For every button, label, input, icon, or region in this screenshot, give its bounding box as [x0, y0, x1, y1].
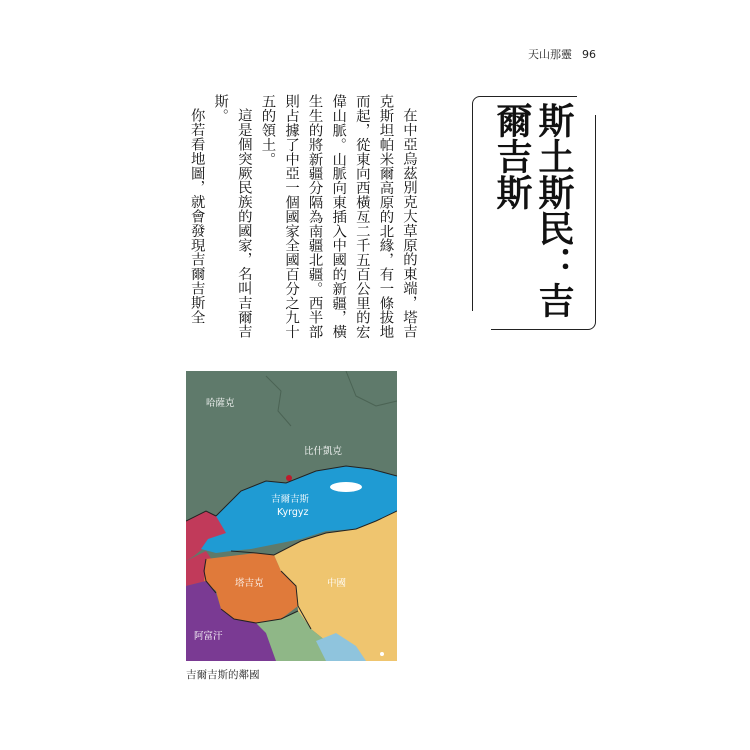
book-title: 天山那靈 — [528, 48, 572, 61]
label-kyrgyz-zh: 吉爾吉斯 — [271, 494, 310, 505]
map-caption: 吉爾吉斯的鄰國 — [186, 669, 260, 681]
map-figure — [186, 371, 397, 661]
running-header — [528, 46, 596, 62]
label-bishkek: 比什凱克 — [304, 446, 343, 457]
label-kyrgyz-en: Kyrgyz — [277, 507, 309, 518]
paragraph-3: 你若看地圖，就會發現吉爾吉斯全 — [188, 108, 205, 325]
paragraph-1: 在中亞烏茲別克大草原的東端，塔吉克斯坦帕米爾高原的北緣，有一條拔地而起，從東向西橫亙二千五百公里的宏偉山脈。山脈向東插入中國的新疆，橫生生的將新疆分隔為南疆北疆。西半部則占據了中亞一個國家全國百分之九十五的領土。 — [259, 94, 417, 339]
paragraph-2: 這是個突厥民族的國家，名叫吉爾吉斯。 — [212, 94, 252, 339]
label-tajikistan: 塔吉克 — [235, 578, 264, 589]
label-afghanistan: 阿富汗 — [194, 631, 223, 642]
body-text — [184, 94, 420, 340]
label-kazakhstan: 哈薩克 — [206, 398, 235, 409]
bishkek-marker — [286, 475, 292, 481]
page-number: 96 — [582, 48, 596, 61]
chapter-title: 斯土斯民：吉爾吉斯 — [491, 102, 574, 318]
label-china: 中國 — [327, 578, 347, 589]
issyk-kul-lake — [330, 482, 362, 492]
